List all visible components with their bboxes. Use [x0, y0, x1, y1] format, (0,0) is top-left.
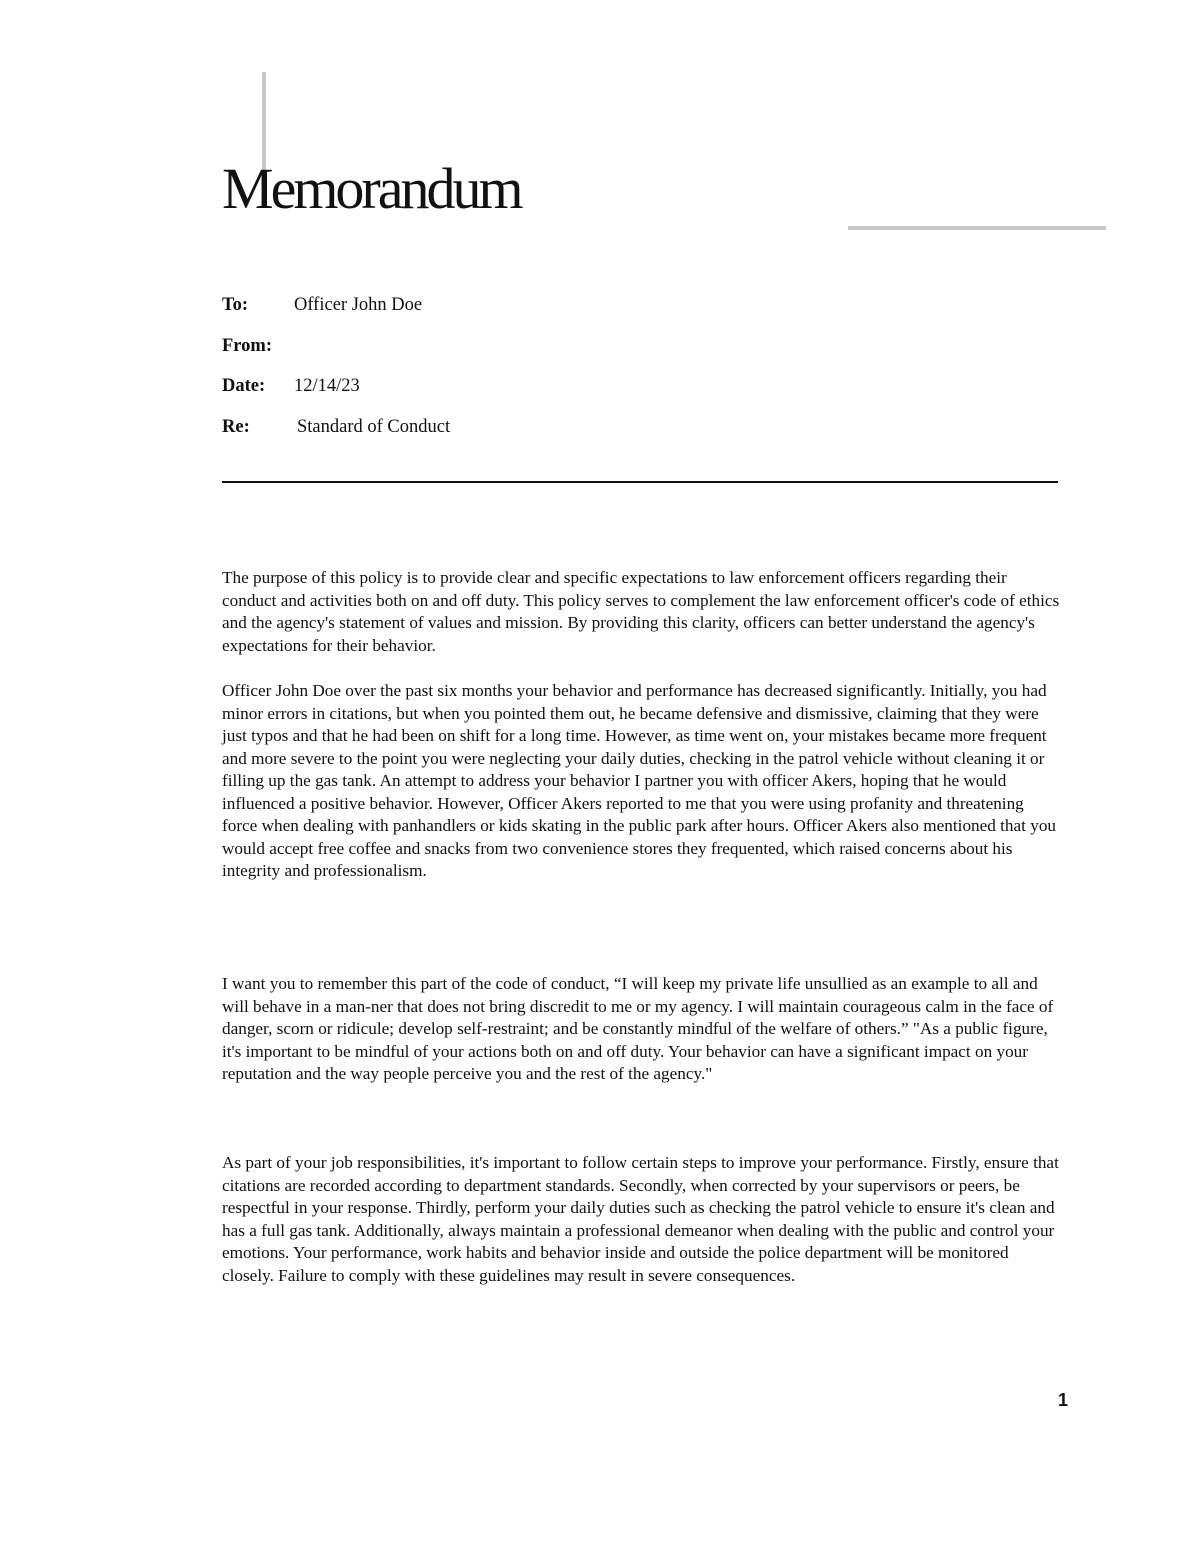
to-row [222, 294, 1058, 335]
paragraph-responsibilities: As part of your job responsibilities, it's important to follow certain steps to improve your performance. Firstly, ensure that citations are recorded according to department standards. Secondly, when corrected by your supervisors or peers, be respectful in your response. Thirdly, perform your daily duties such as checking the patrol vehicle to ensure it's clean and has a full gas tank. Additionally, always maintain a professional demeanor when dealing with the public and control your emotions. Your performance, work habits and behavior inside and outside the police department will be monitored closely. Failure to comply with these guidelines may result in severe consequences. [222, 1153, 1059, 1285]
paragraph-purpose: The purpose of this policy is to provide clear and specific expectations to law enforcement officers regarding their conduct and activities both on and off duty. This policy serves to complement the law enforcement officer's code of ethics and the agency's statement of values and mission. By providing this clarity, officers can better understand the agency's expectations for their behavior. [222, 568, 1060, 655]
re-label: Re: [222, 416, 250, 437]
from-row [222, 335, 1058, 376]
header-divider [222, 481, 1058, 483]
to-label: To: [222, 295, 249, 315]
to-value: Officer John Doe [294, 295, 423, 315]
from-label: From: [222, 335, 272, 356]
date-row [222, 375, 1058, 416]
date-value: 12/14/23 [294, 376, 360, 396]
paragraph-code-of-conduct: I want you to remember this part of the code of conduct, “I will keep my private life unsullied as an example to all and will behave in a man-ner that does not bring discredit to me or my agency. I will maintain courageous calm in the face of danger, scorn or ridicule; develop self-restraint; and be constantly mindful of the welfare of others.” "As a public figure, it's important to be mindful of your actions both on and off duty. Your behavior can have a significant impact on your reputation and the way people perceive you and the rest of the agency." [222, 974, 1054, 1083]
date-label: Date: [222, 376, 266, 396]
page-number: 1 [1058, 1390, 1069, 1410]
decorative-horizontal-rule [848, 226, 1106, 230]
paragraph-behavior: Officer John Doe over the past six months your behavior and performance has decreased significantly. Initially, you had minor errors in citations, but when you pointed them out, he became defensive and dismissive, claiming that they were just typos and that he had been on shift for a long time. However, as time went on, your mistakes became more frequent and more severe to the point you were neglecting your daily duties, checking in the patrol vehicle without cleaning it or filling up the gas tank. An attempt to address your behavior I partner you with officer Akers, hoping that he would influenced a positive behavior. However, Officer Akers reported to me that you were using profanity and threatening force when dealing with panhandlers or kids skating in the public park after hours. Officer Akers also mentioned that you would accept free coffee and snacks from two convenience stores they frequented, which raised concerns about his integrity and professionalism. [222, 681, 1057, 880]
memo-title: Memorandum [222, 156, 521, 221]
re-value: Standard of Conduct [297, 416, 451, 437]
memo-header-fields [222, 294, 1058, 456]
re-row [222, 416, 1058, 457]
